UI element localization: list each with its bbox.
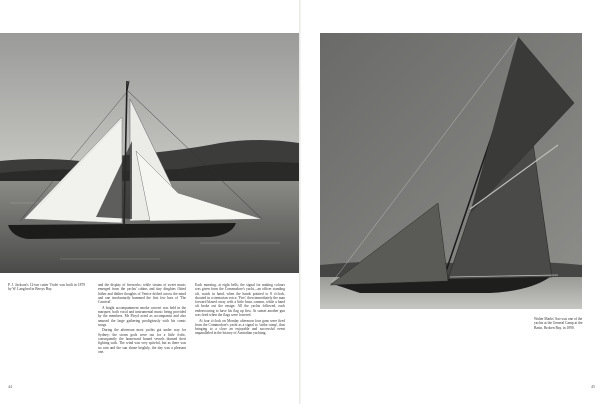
- paragraph: At four o'clock on Monday afternoon four guns were fired from the Commodore's yacht as a signal to 'strike camp', thus bringing to a close an enjoyable and successful event unparalleled in the history of Australian yachting.: [195, 318, 285, 336]
- cutter-violet-photo: [0, 33, 299, 273]
- page-number-left: 44: [8, 384, 12, 389]
- cutter-violet-image: [0, 33, 299, 273]
- left-page: [0, 0, 299, 404]
- yacht-sao-photo: [320, 33, 582, 309]
- body-column-3: [195, 283, 285, 337]
- yacht-sao-image: [320, 33, 582, 309]
- right-photo-caption: Walter Marks' Sao was one of the yachts at the General Camp at the Basin, Broken Bay, in 1890.: [534, 317, 583, 330]
- paragraph: During the afternoon most yachts got under way for Sydney; the storm gods were out for a little frolic, consequently the homeward bound vessels donned their fighting sails. The wind was very spiteful, but as there was no rain and the sun shone brightly, the day was a pleasant one.: [98, 328, 186, 354]
- paragraph: A bright accompaniment smoke concert was held in the marquee, both vocal and instrumental music being provided by the members. Mr Floyd acted as accompanist and also amused the large gathering prodigiously with his comic songs.: [98, 305, 186, 327]
- paragraph: Each morning, at eight bells, the signal for making colours was given from the Commodore's yacht—an officer standing aft, watch in hand, when the hands pointed to 8 o'clock, shouted in a stentorian voice, 'Fire', then immediately the man forward blazed away with a little brass cannon, while a hand aft broke out the ensign. All the yachts followed, each endeavouring to have his flag up first. At sunset another gun was fired when the flags were lowered.: [195, 283, 285, 318]
- page-number-right: 45: [591, 384, 595, 389]
- body-column-2: [98, 283, 186, 355]
- right-page: [301, 0, 600, 404]
- paragraph: and the display of fireworks; while strains of sweet music emerged from the yachts' cabins and tiny dinghies flitted hither and thither thoughts of Venice drifted across the mind and one involuntarily hummed the first few bars of 'The Carnival'.: [98, 283, 186, 305]
- left-photo-caption: P. J. Jackson's 12-ton cutter Violet was built in 1879 by W. Langford in Berrys Bay.: [8, 283, 85, 292]
